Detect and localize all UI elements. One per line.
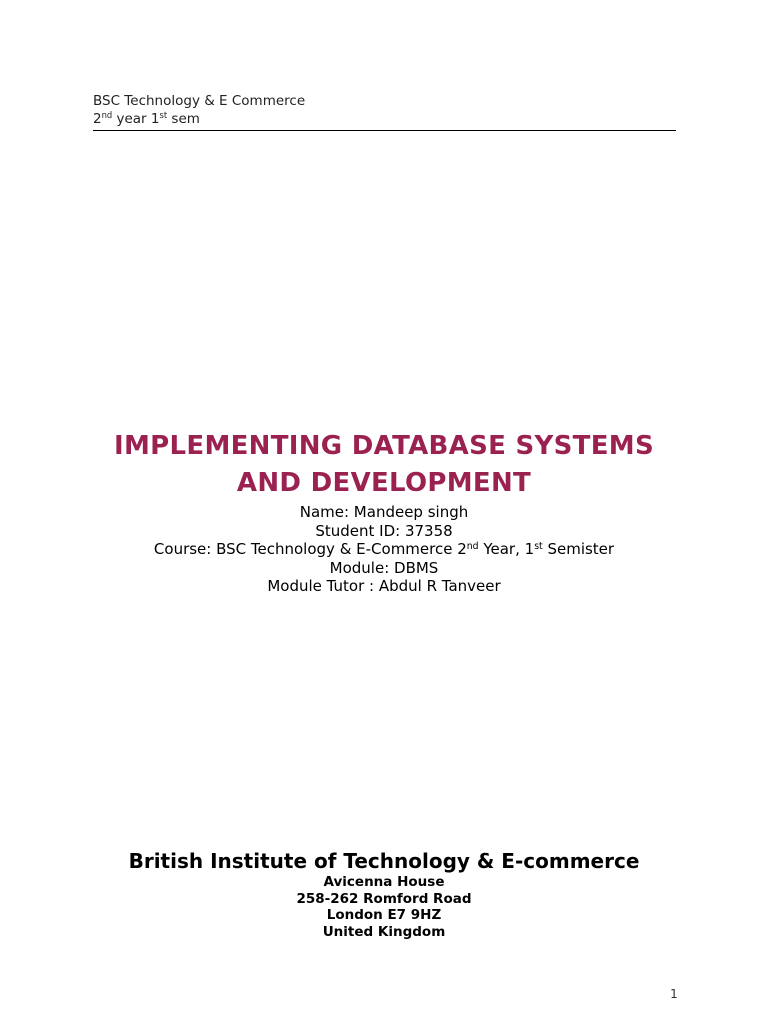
course-suffix: Semister [542,540,615,558]
header-year-text: year 1 [112,111,160,127]
course-info [0,540,768,559]
header-year-number: 2 [93,111,102,127]
document-title [0,428,768,502]
student-details [0,503,768,596]
module-name: Module: DBMS [329,558,439,577]
header-divider [93,130,676,131]
module-tutor: Module Tutor : Abdul R Tanveer [267,577,501,595]
title-line-1: IMPLEMENTING DATABASE SYSTEMS [114,431,654,461]
institute-address [0,874,768,940]
institute-name: British Institute of Technology & E-commerce [128,849,640,873]
student-name: Name: Mandeep singh [299,503,469,521]
course-year-ordinal: nd [466,540,479,552]
address-line-2: 258-262 Romford Road [296,890,472,907]
student-id: Student ID: 37358 [315,521,453,540]
address-line-4: United Kingdom [322,923,446,940]
page-number: 1 [670,987,678,1001]
header-sem-ordinal: st [159,110,168,121]
address-line-1: Avicenna House [323,874,445,890]
header-sem-text: sem [167,111,200,127]
course-prefix: Course: BSC Technology & E-Commerce 2 [153,540,467,558]
title-line-2: AND DEVELOPMENT [236,468,532,498]
page-header [93,92,676,128]
header-year-ordinal: nd [101,110,113,121]
course-sem-ordinal: st [534,540,543,552]
header-year-semester [93,110,676,128]
course-middle: Year, 1 [478,540,535,558]
address-line-3: London E7 9HZ [326,907,442,923]
header-program: BSC Technology & E Commerce [93,93,306,109]
